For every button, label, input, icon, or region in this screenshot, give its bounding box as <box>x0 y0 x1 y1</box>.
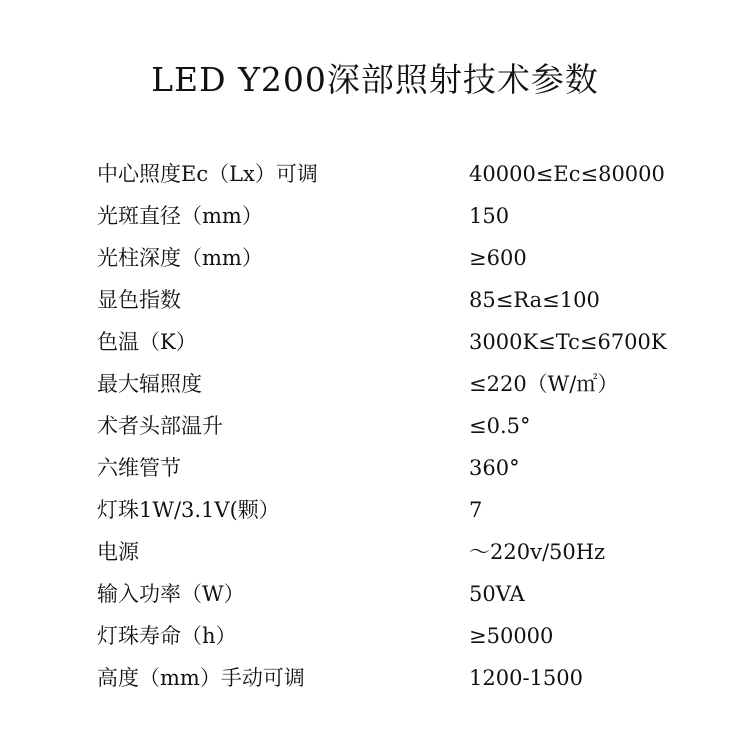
spec-label: 最大辐照度 <box>97 372 202 396</box>
spec-label: 灯珠寿命（h） <box>97 624 237 648</box>
spec-row-center-illuminance <box>97 153 717 195</box>
spec-label: 光斑直径（mm） <box>97 204 263 228</box>
spec-value: 150 <box>469 204 510 228</box>
spec-row-led-lifetime <box>97 615 717 657</box>
spec-value: 360° <box>469 456 520 480</box>
spec-row-six-axis-joint <box>97 447 717 489</box>
spec-table <box>97 153 717 699</box>
spec-value: ～220v/50Hz <box>469 540 606 564</box>
spec-row-color-temperature <box>97 321 717 363</box>
spec-row-max-irradiance <box>97 363 717 405</box>
spec-value: ≥50000 <box>469 624 554 648</box>
spec-label: 显色指数 <box>97 288 181 312</box>
spec-value: 40000≤Ec≤80000 <box>469 162 665 186</box>
spec-value: 1200-1500 <box>469 666 583 690</box>
spec-value: 50VA <box>469 582 525 606</box>
spec-row-led-beads <box>97 489 717 531</box>
spec-value: 85≤Ra≤100 <box>469 288 600 312</box>
page-title: LED Y200深部照射技术参数 <box>151 60 599 99</box>
spec-label: 灯珠1W/3.1V(颗） <box>97 498 280 522</box>
spec-value: 3000K≤Tc≤6700K <box>469 330 667 354</box>
spec-row-spot-diameter <box>97 195 717 237</box>
spec-label: 中心照度Ec（Lx）可调 <box>97 162 318 186</box>
spec-row-power-supply <box>97 531 717 573</box>
spec-row-head-temperature-rise <box>97 405 717 447</box>
spec-row-beam-depth <box>97 237 717 279</box>
spec-label: 六维管节 <box>97 456 181 480</box>
spec-label: 电源 <box>97 540 139 564</box>
spec-label: 输入功率（W） <box>97 582 245 606</box>
spec-row-input-power <box>97 573 717 615</box>
spec-value: ≤220（W/㎡） <box>469 372 619 396</box>
spec-label: 高度（mm）手动可调 <box>97 666 305 690</box>
spec-label: 光柱深度（mm） <box>97 246 263 270</box>
spec-row-color-rendering <box>97 279 717 321</box>
spec-value: ≤0.5° <box>469 414 531 438</box>
spec-label: 色温（K） <box>97 330 197 354</box>
spec-value: ≥600 <box>469 246 527 270</box>
spec-value: 7 <box>469 498 483 522</box>
spec-label: 术者头部温升 <box>97 414 223 438</box>
spec-row-height-adjustable <box>97 657 717 699</box>
